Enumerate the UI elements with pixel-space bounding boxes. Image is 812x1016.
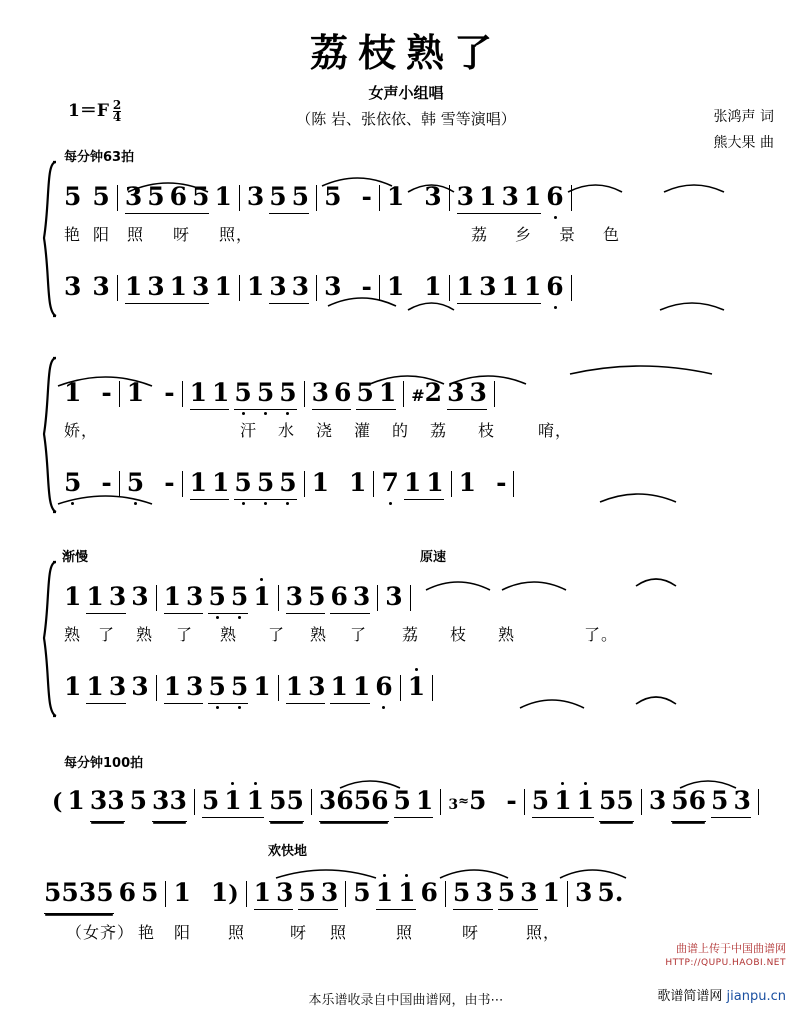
system-2-top-voice: 1 - 1 - 1 1 5 5 5 3 6 5 1 #2 3 3 — [64, 378, 780, 407]
system-1-bottom-voice: 3 3 1 3 1 3 1 1 3 3 3 - 1 1 1 3 1 1 6 — [64, 272, 780, 301]
lyricist-credit: 张鸿声 词 — [713, 109, 774, 125]
expression-original-tempo: 原速 — [420, 550, 447, 565]
subtitle: 女声小组唱 — [368, 84, 444, 102]
system-2 — [40, 356, 780, 536]
system-1-lyrics: 艳 阳 照 呀 照， 荔 乡 景 色 — [64, 225, 621, 244]
footer-note: 本乐谱收录自中国曲谱网，由书⋯ — [308, 993, 504, 1008]
staff-brace — [40, 160, 56, 320]
system-4-melody: ( 1 33 5 33 5 1 1 55 3656 5 1 3 ≈5 - 5 1 1 55 3 56 5 3 — [52, 786, 768, 815]
tempo-marking-2: 每分钟100拍 — [64, 756, 144, 771]
system-5-melody: 5535 6 5 1 1) 1 3 5 3 5 1 1 6 5 3 5 3 1 3 5. — [44, 878, 760, 907]
system-3-top-voice: 1 1 3 3 1 3 5 5 1 3 5 6 3 3 — [64, 582, 780, 611]
system-4 — [40, 770, 780, 840]
key-signature — [68, 96, 121, 123]
watermark-site: 曲谱上传于中国曲谱网 HTTP://QUPU.HAOBI.NET — [665, 942, 786, 968]
watermark-brand — [657, 985, 786, 1004]
system-1-top-voice: 5 5 3 5 6 5 1 3 5 5 5 - 1 3 3 1 3 1 6 — [64, 182, 780, 211]
credits — [714, 104, 774, 156]
key-label: 1＝F — [68, 101, 109, 121]
system-3-bottom-voice: 1 1 3 3 1 3 5 5 1 1 3 1 1 6 1 — [64, 672, 780, 701]
system-5-lyrics: （女齐） 艳 阳 照 呀 照 照 呀 照， — [66, 923, 561, 942]
expression-joyful: 欢快地 — [268, 844, 308, 859]
system-3 — [40, 550, 780, 740]
system-3-lyrics: 熟 了 熟 了 熟 了 熟 了 荔 枝 熟 了。 — [64, 625, 619, 644]
staff-brace — [40, 560, 56, 720]
composer-credit: 熊大果 曲 — [713, 135, 774, 151]
time-signature: $\frac{2}{4}$ — [112, 98, 122, 124]
staff-brace — [40, 356, 56, 516]
system-2-lyrics: 娇， 汗 水 浇 灌 的 荔 枝 唷， — [64, 421, 573, 440]
tempo-marking-1: 每分钟63拍 — [64, 150, 135, 165]
watermark-brand-cn: 歌谱简谱网 — [657, 989, 723, 1004]
page-title: 荔枝熟了 — [309, 30, 502, 75]
expression-slow: 渐慢 — [62, 550, 89, 565]
watermark-brand-en: jianpu.cn — [726, 989, 786, 1004]
system-1 — [40, 160, 780, 340]
performers-line: （陈 岩、张依依、韩 雪等演唱） — [296, 110, 516, 128]
system-2-bottom-voice: 5 - 5 - 1 1 5 5 5 1 1 7 1 1 1 - — [64, 468, 780, 497]
